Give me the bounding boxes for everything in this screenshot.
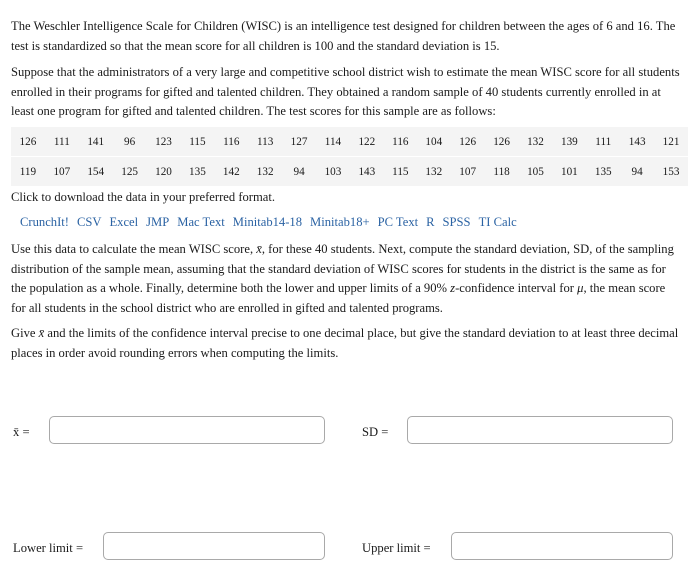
table-row bbox=[11, 157, 688, 187]
download-link-ti-calc[interactable]: TI Calc bbox=[478, 215, 517, 229]
table-cell: 107 bbox=[45, 157, 79, 187]
upper-limit-input[interactable] bbox=[451, 532, 673, 560]
table-row bbox=[11, 127, 688, 157]
table-cell: 125 bbox=[113, 157, 147, 187]
table-cell: 139 bbox=[560, 135, 578, 148]
instr-text: and the limits of the confidence interval precise to one decimal place, but give the standard deviation to at least three decimal places in order avoid rounding errors when computing the limits. bbox=[11, 326, 679, 360]
download-link-minitab14-18[interactable]: Minitab14-18 bbox=[232, 215, 303, 229]
download-link-excel[interactable]: Excel bbox=[109, 215, 139, 229]
table-cell: 135 bbox=[180, 157, 214, 187]
table-cell: 111 bbox=[595, 135, 612, 148]
table-cell: 107 bbox=[451, 157, 485, 187]
table-cell: 132 bbox=[417, 157, 451, 187]
table-cell: 111 bbox=[53, 135, 70, 148]
table-cell: 104 bbox=[425, 135, 443, 148]
table-cell: 123 bbox=[155, 135, 172, 148]
table-cell: 113 bbox=[256, 135, 274, 148]
instr-text: , for these 40 students. Next, compute the standard deviation, SD, of the sampling distribution of the sample mean, assuming that the standard deviation of WISC scores for students in the district is the same as for the population as a whole. Finally, determine both the lower and upper limits of a 90% bbox=[11, 242, 674, 295]
xbar-input[interactable] bbox=[49, 416, 325, 444]
sd-label: SD = bbox=[362, 425, 389, 439]
download-prompt: Click to download the data in your preferred format. bbox=[11, 190, 276, 204]
download-link-pc-text[interactable]: PC Text bbox=[377, 215, 419, 229]
table-cell: 119 bbox=[11, 157, 45, 187]
download-link-jmp[interactable]: JMP bbox=[146, 215, 170, 229]
table-cell: 101 bbox=[552, 157, 586, 187]
table-cell: 120 bbox=[147, 157, 181, 187]
table-cell: 142 bbox=[214, 157, 248, 187]
table-cell: 103 bbox=[316, 157, 350, 187]
table-cell: 105 bbox=[519, 157, 553, 187]
instr-text: , the mean score for all students in the school district who are enrolled in gifted and talented programs. bbox=[11, 281, 666, 315]
table-cell: 114 bbox=[324, 135, 342, 148]
table-cell: 132 bbox=[527, 135, 544, 148]
table-cell: 115 bbox=[189, 135, 206, 148]
xbar-symbol: x̄ bbox=[38, 326, 45, 340]
xbar-symbol: x̄ bbox=[256, 242, 262, 256]
download-link-spss[interactable]: SPSS bbox=[442, 215, 471, 229]
table-cell: 135 bbox=[586, 157, 620, 187]
download-link-r[interactable]: R bbox=[426, 215, 435, 229]
scores-table bbox=[11, 127, 688, 186]
table-cell: 154 bbox=[79, 157, 113, 187]
table-cell: 116 bbox=[223, 135, 240, 148]
table-cell: 132 bbox=[248, 157, 282, 187]
table-cell: 115 bbox=[384, 157, 417, 187]
table-cell: 126 bbox=[459, 135, 477, 148]
mu-symbol: μ bbox=[577, 281, 584, 295]
table-cell: 122 bbox=[358, 135, 376, 148]
download-link-crunchit[interactable]: CrunchIt! bbox=[20, 215, 69, 229]
table-cell: 143 bbox=[350, 157, 384, 187]
download-link-csv[interactable]: CSV bbox=[76, 215, 102, 229]
lower-limit-input[interactable] bbox=[103, 532, 325, 560]
table-cell: 94 bbox=[620, 157, 654, 187]
table-cell: 141 bbox=[87, 135, 105, 148]
instructions-paragraph bbox=[11, 240, 683, 318]
table-cell: 126 bbox=[493, 135, 510, 148]
precision-paragraph bbox=[11, 324, 683, 363]
table-cell: 127 bbox=[290, 135, 308, 148]
instr-text: -confidence interval for bbox=[455, 281, 578, 295]
xbar-label: x̄ = bbox=[13, 425, 30, 439]
table-cell: 118 bbox=[485, 157, 519, 187]
table-cell: 126 bbox=[19, 135, 37, 148]
download-link-minitab18[interactable]: Minitab18+ bbox=[310, 215, 370, 229]
problem-paragraph: Suppose that the administrators of a very large and competitive school district wish to estimate the mean WISC score for all students enrolled in their programs for gifted and talented children. They obtained a random sample of 40 students currently enrolled in at least one program for gifted and talented children. The test scores for this sample are as follows: bbox=[11, 65, 680, 118]
lower-limit-label: Lower limit = bbox=[13, 541, 84, 555]
table-cell: 143 bbox=[628, 135, 646, 148]
table-cell: 153 bbox=[654, 157, 688, 187]
table-cell: 94 bbox=[282, 157, 316, 187]
download-links bbox=[20, 214, 525, 230]
table-cell: 116 bbox=[392, 135, 409, 148]
z-symbol: z bbox=[450, 281, 456, 295]
sd-input[interactable] bbox=[407, 416, 673, 444]
upper-limit-label: Upper limit = bbox=[362, 541, 431, 555]
intro-paragraph: The Weschler Intelligence Scale for Children (WISC) is an intelligence test designed for children between the ages of 6 and 16. The test is standardized so that the mean score for all children is 100 and the standard deviation is 15. bbox=[11, 19, 676, 53]
table-cell: 96 bbox=[124, 135, 136, 148]
instr-text: Give bbox=[11, 326, 39, 340]
table-cell: 121 bbox=[662, 135, 680, 148]
download-link-mac-text[interactable]: Mac Text bbox=[177, 215, 225, 229]
instr-text: Use this data to calculate the mean WISC score, bbox=[11, 242, 257, 256]
